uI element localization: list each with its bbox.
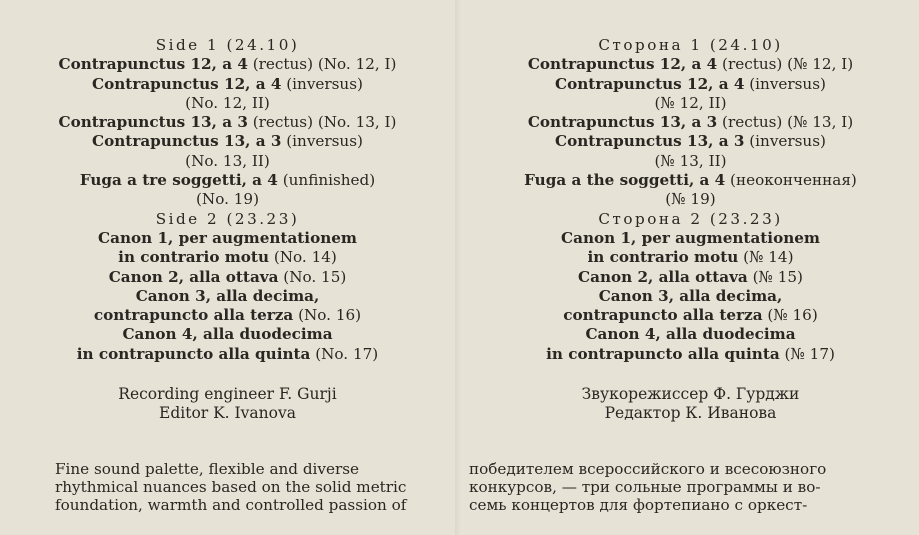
track-detail: (No. 15) [278,267,347,286]
track-line [0,55,455,74]
page-gutter [455,0,463,535]
track-line [0,345,455,364]
track-line [463,94,918,113]
recording-engineer: Recording engineer F. Gurji [118,385,337,403]
track-detail: (rectus) (№ 13, I) [717,113,854,132]
track-detail: (№ 13, II) [654,151,727,170]
track-detail: (No. 12, II) [185,93,270,112]
side2-items [0,229,455,364]
side2-heading: Side 2 (23.23) [155,209,300,228]
track-title: Canon 2, alla ottava [108,267,279,286]
side1-heading: Сторона 1 (24.10) [598,36,783,54]
track-title: Contrapunctus 12, a 4 [92,74,282,93]
track-detail: (No. 13, II) [185,151,270,170]
track-detail: (No. 16) [293,306,362,325]
tracklist-russian [463,36,918,364]
track-line [0,190,455,209]
track-line [463,75,918,94]
track-title: in contrario motu [118,248,269,267]
track-line [463,113,918,132]
track-title: Canon 3, alla decima, [135,286,320,305]
track-title: Canon 3, alla decima, [598,286,783,305]
track-title: Contrapunctus 13, a 3 [92,132,282,151]
credits-russian [463,385,918,423]
track-detail: (№ 12, II) [654,93,727,112]
track-line [0,306,455,325]
track-line [463,152,918,171]
side1-items [0,55,455,209]
track-title: Fuga a tre soggetti, a 4 [79,171,278,190]
track-title: Canon 1, per augmentationem [98,228,357,247]
paragraph-english [0,460,455,514]
track-line [0,171,455,190]
paragraph-line: семь концертов для фортепиано с оркест- [469,496,808,514]
track-detail: (unfinished) [277,171,376,190]
track-detail: (№ 17) [779,344,835,363]
track-title: Canon 4, alla duodecima [585,325,796,344]
track-line [463,268,918,287]
track-detail: (№ 14) [738,248,794,267]
track-line [0,248,455,267]
track-line [463,55,918,74]
paragraph-line: победителем всероссийского и всесоюзного [469,460,827,478]
side2-items [463,229,918,364]
track-detail: (rectus) (No. 12, I) [247,55,397,74]
track-title: Contrapunctus 13, a 3 [555,132,745,151]
track-detail: (inversus) [744,132,826,151]
editor: Редактор К. Иванова [604,404,777,422]
track-line [463,325,918,344]
track-title: in contrapuncto alla quinta [546,344,780,363]
editor: Editor K. Ivanova [159,404,296,422]
track-line [463,306,918,325]
track-detail: (inversus) [744,74,826,93]
paragraph-line: foundation, warmth and controlled passion of [55,496,407,514]
paragraph-line: Fine sound palette, flexible and diverse [55,460,360,478]
track-detail: (rectus) (№ 12, I) [717,55,854,74]
track-title: contrapuncto alla terza [563,306,763,325]
paragraph-line: rhythmical nuances based on the solid metric [55,478,407,496]
track-line [0,132,455,151]
paragraph-line: конкурсов, — три сольные программы и во- [469,478,821,496]
track-line [463,248,918,267]
track-title: Canon 2, alla ottava [578,267,748,286]
credits-english [0,385,455,423]
side1-items [463,55,918,209]
track-title: in contrario motu [587,248,739,267]
track-line [0,152,455,171]
track-detail: (No. 19) [196,190,259,209]
track-title: Canon 1, per augmentationem [561,228,820,247]
track-line [463,171,918,190]
track-detail: (№ 15) [747,267,803,286]
track-line [463,345,918,364]
track-detail: (неоконченная) [725,171,857,190]
track-title: Fuga a the soggetti, a 4 [524,171,726,190]
track-title: Contrapunctus 13, a 3 [58,113,248,132]
track-title: contrapuncto alla terza [93,306,294,325]
recording-engineer: Звукорежиссер Ф. Гурджи [581,385,800,403]
track-detail: (rectus) (No. 13, I) [247,113,397,132]
tracklist-english [0,36,455,364]
side1-heading: Side 1 (24.10) [155,36,300,54]
track-title: Contrapunctus 13, a 3 [527,113,718,132]
track-line [463,190,918,209]
track-line [0,287,455,306]
track-title: Contrapunctus 12, a 4 [555,74,745,93]
track-detail: (No. 17) [310,344,379,363]
track-line [0,94,455,113]
track-line [0,75,455,94]
side2-heading: Сторона 2 (23.23) [598,209,783,228]
track-detail: (inversus) [281,132,363,151]
track-line [463,287,918,306]
paragraph-russian [463,460,918,514]
track-line [0,113,455,132]
track-title: in contrapuncto alla quinta [76,344,311,363]
track-detail: (inversus) [281,74,363,93]
track-detail: (№ 16) [762,306,818,325]
track-title: Contrapunctus 12, a 4 [527,55,718,74]
track-line [463,229,918,248]
track-line [463,132,918,151]
track-title: Canon 4, alla duodecima [122,325,333,344]
track-line [0,268,455,287]
track-line [0,229,455,248]
track-title: Contrapunctus 12, a 4 [58,55,248,74]
track-line [0,325,455,344]
track-detail: (No. 14) [269,248,337,267]
track-detail: (№ 19) [665,190,716,209]
